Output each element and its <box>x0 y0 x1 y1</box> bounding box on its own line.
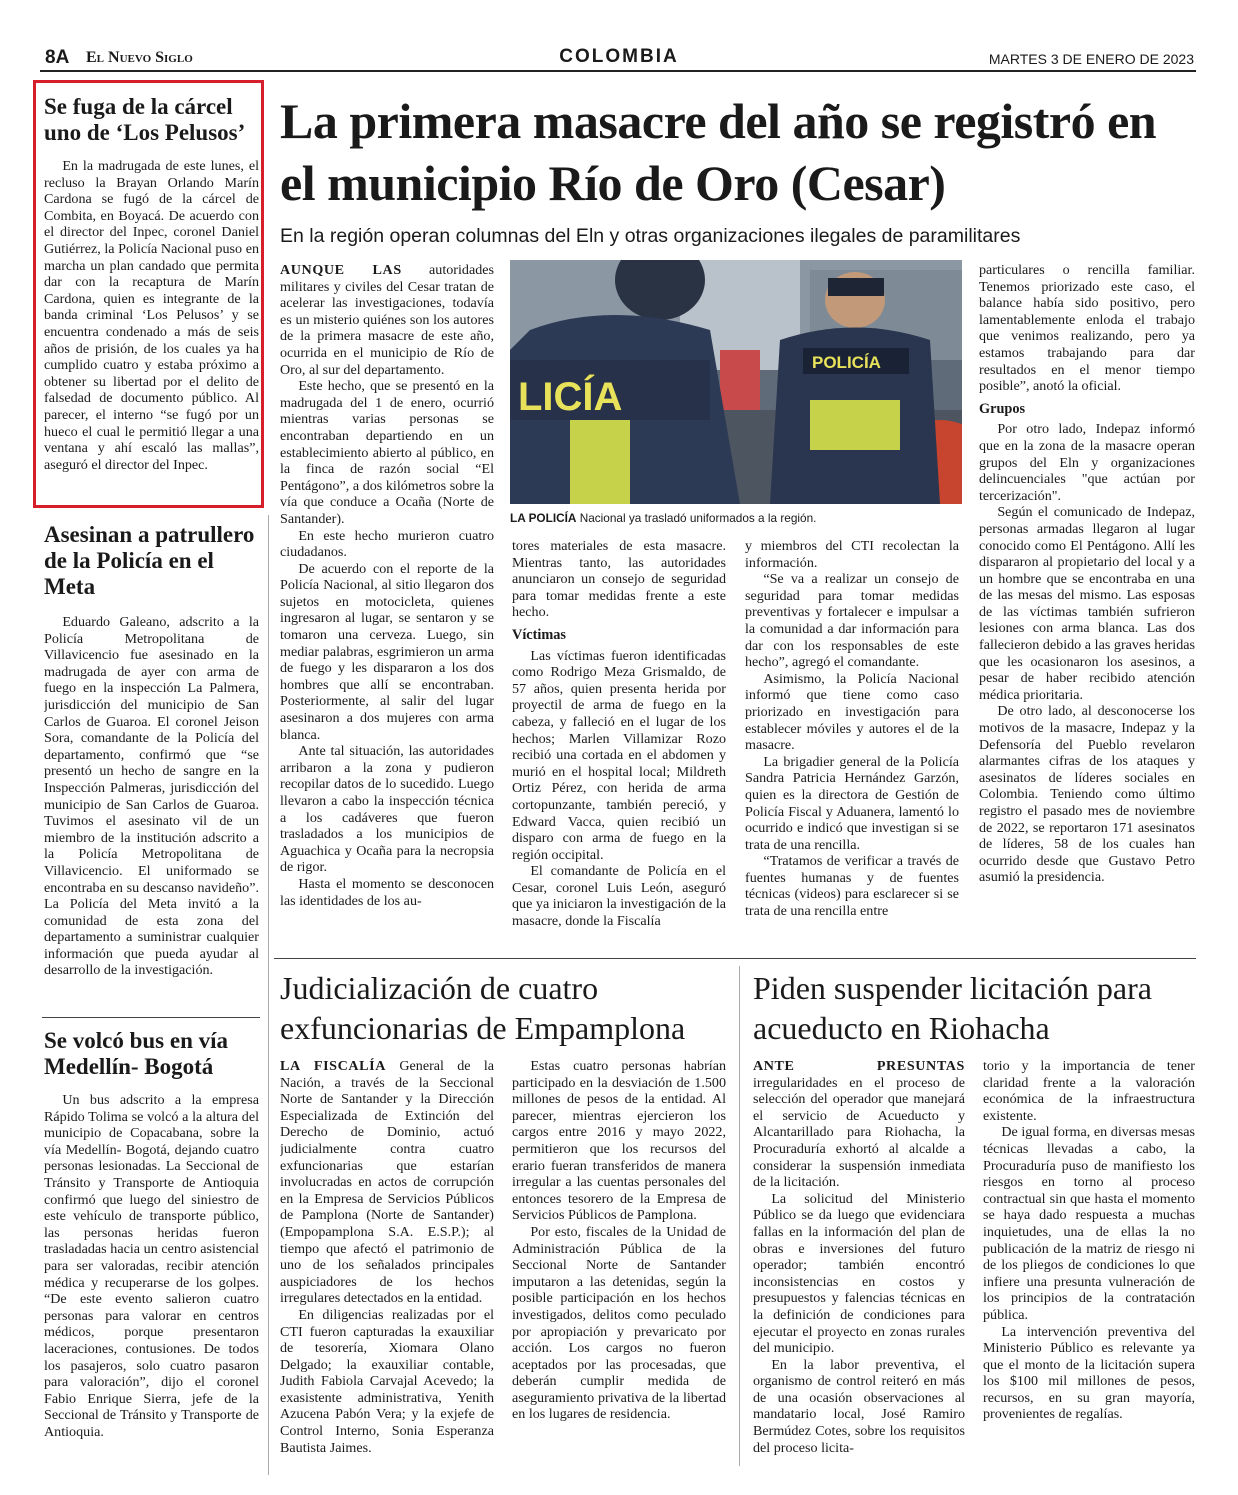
paragraph: De igual forma, en diversas mesas técnicas llevadas a cabo, la Procuraduría puso de manifiesto los riesgos en torno al proceso contractual sin que hasta el momento se haya dado respuesta a muchas inquietudes, una de ellas la no publicación de la matriz de riesgo ni de los pliegos de condiciones lo que infiere una presunta vulneración de los principios de la contratación pública. <box>983 1124 1195 1323</box>
paragraph: y miembros del CTI recolectan la información. <box>745 538 959 571</box>
main-headline: La primera masacre del año se registró en el municipio Río de Oro (Cesar) <box>280 93 1157 211</box>
subheading-groups: Grupos <box>979 400 1026 417</box>
lede-words: AUNQUE LAS <box>280 262 402 278</box>
riohacha-column-2 <box>983 1058 1195 1468</box>
paragraph: Asimismo, la Policía Nacional informó que tiene como caso priorizado en investigación para establecer móviles y autores el de la masacre. <box>745 670 959 754</box>
lede-text: irregularidades en el proceso de selección del operador que manejará el servicio de Acueducto y Alcantarillado para Riohacha, la Procuraduría exhortó al alcalde a considerar la suspensión inmediata de la licitación. <box>753 1074 965 1191</box>
lede-paragraph <box>280 1058 494 1307</box>
paragraph: La brigadier general de la Policía Sandra Patricia Hernández Garzón, quien es la directora de Gestión de Policía Fiscal y Aduanera, lamentó lo ocurrido e indicó que investigan si se trata de una rencilla. <box>745 753 959 853</box>
brief-title-prison-escape: Se fuga de la cárcel uno de ‘Los Pelusos’ <box>44 94 246 145</box>
brief-title-patrol-killed: Asesinan a patrullero de la Policía en el Meta <box>44 522 255 599</box>
empamplona-column-2 <box>512 1058 726 1468</box>
column-divider <box>268 515 269 1475</box>
paragraph: Ante tal situación, las autoridades arribaron a la zona y pudieron recopilar datos de lo sucedido. Luego llevaron a cabo la inspección técnica a los cadáveres que fueron trasladados a los municipios de Aguachica y Ocaña para la necropsia de rigor. <box>280 743 494 876</box>
empamplona-column-1 <box>280 1058 494 1468</box>
caption-lead: LA POLICÍA <box>510 511 577 525</box>
lede-text: General de la Nación, a través de la Seccional Norte de Santander y la Dirección Especializada de Extinción del Derecho de Dominio, actuó judicialmente contra cuatro exfuncionarias que estarían involucradas en actos de corrupción en la Empresa de Servicios Públicos de Pamplona (Norte de Santander) (Empopamplona S.A. E.S.P.); al tiempo que afectó el patrimonio de uno de los señalados principales auspiciadores de los hechos irregulares detectados en la entidad. <box>280 1058 494 1307</box>
paragraph: Hasta el momento se desconocen las identidades de los au- <box>280 875 494 909</box>
main-column-2 <box>512 538 726 948</box>
paragraph: torio y la importancia de tener claridad frente a la valoración económica de la infraestructura existente. <box>983 1058 1195 1124</box>
lede-words: LA FISCALÍA <box>280 1058 387 1074</box>
paragraph: Según el comunicado de Indepaz, personas armadas llegaron al lugar conocido como El Pentágono. Allí les dispararon al propietario del local y a un hombre que se encontraba en una de las mesas del mismo. Las esposas de las víctimas también sufrieron lesiones con arma blanca. Las dos fallecieron debido a las graves heridas que les ocasionaron los asesinos, a pesar de haber recibido atención médica prioritaria. <box>979 504 1195 703</box>
article-divider <box>274 958 1196 959</box>
header-rule <box>40 70 1196 72</box>
brief-body-patrol-killed <box>44 614 259 1009</box>
riohacha-column-1 <box>753 1058 965 1468</box>
paragraph: Por esto, fiscales de la Unidad de Administración Pública de la Seccional Norte de Santander imputaron a las detenidas, según la posible participación en los hechos investigados, delitos como peculado por apropiación y prevaricato por acción. Los cargos no fueron aceptados por las procesadas, que deberán cumplir medida de aseguramiento privativa de la libertad en los lugares de residencia. <box>512 1223 726 1423</box>
police-photo <box>510 260 962 504</box>
main-subheadline: En la región operan columnas del Eln y otras organizaciones ilegales de paramilitares <box>280 225 1021 247</box>
paragraph: “Tratamos de verificar a través de fuentes humanas y de fuentes técnicas (videos) para esclarecer si se trata de una rencilla entre <box>745 853 959 920</box>
headline-riohacha: Piden suspender licitación para acueducto en Riohacha <box>753 970 1152 1046</box>
paragraph: De acuerdo con el reporte de la Policía Nacional, al sitio llegaron dos sujetos en motocicleta, quienes ingresaron al lugar, se sentaron y se tomaron una cerveza. Luego, sin mediar palabras, esgrimieron un arma de fuego y les dispararon a los dos hombres que allí se encontraban. Posteriormente, al salir del lugar asesinaron a dos mujeres con arma blanca. <box>280 560 494 743</box>
paragraph: particulares o rencilla familiar. Tenemos priorizado este caso, el balance había sido positivo, pero lamentablemente enloda el trabajo que venimos realizando, pero ya estamos trabajando para dar resultados en el menor tiempo posible”, anotó la oficial. <box>979 262 1195 395</box>
paragraph: tores materiales de esta masacre. Mientras tanto, las autoridades anunciaron un consejo de seguridad para tomar medidas frente a este hecho. <box>512 538 726 621</box>
paragraph: Estas cuatro personas habrían participado en la desviación de 1.500 millones de pesos de la entidad. Al parecer, mientras ejercieron los cargos entre 2016 y mayo 2022, permitieron que los recursos del erario fueran transferidos de manera irregular a las cuentas personales del entonces tesorero de la Empresa de Servicios Públicos de Pamplona. <box>512 1058 726 1224</box>
paragraph: En diligencias realizadas por el CTI fueron capturadas la exauxiliar de tesorería, Xiomara Olano Delgado; la exauxiliar contable, Judith Fabiola Carvajal Acevedo; la exasistente administrativa, Yenith Azucena Pabón Vera; y la exjefe de Control Interno, Sonia Esperanza Bautista Jaimes. <box>280 1306 494 1456</box>
main-column-3 <box>745 538 959 948</box>
subheading-victims: Víctimas <box>512 626 566 643</box>
brief-title-bus-crash: Se volcó bus en vía Medellín- Bogotá <box>44 1028 229 1079</box>
page-number: 8A <box>45 47 70 68</box>
paragraph: Por otro lado, Indepaz informó que en la zona de la masacre operan grupos del Eln y organizaciones delincuenciales "que actúan por tercerización". <box>979 421 1195 504</box>
paragraph: “Se va a realizar un consejo de seguridad para tomar medidas preventivas y fortalecer e impulsar a la comunidad a dar información para dar con los responsables de este hecho”, agregó el comandante. <box>745 571 959 671</box>
paragraph: La intervención preventiva del Ministerio Público es relevante ya que el monto de la licitación supera los $100 mil millones de pesos, recursos, en su gran mayoría, provenientes de regalías. <box>983 1323 1195 1423</box>
paragraph: Las víctimas fueron identificadas como Rodrigo Meza Grismaldo, de 57 años, quien presenta herida por proyectil de arma de fuego en la cabeza, y falleció en el lugar de los hechos; Marlen Villamizar Rozo recibió una cortada en el abdomen y murió en el hospital local; Mildreth Ortiz Pérez, con herida de arma cortopunzante, también pereció, y Edward Vacca, quien recibió un disparo con arma de fuego en la región occipital. <box>512 647 726 863</box>
brief-body-bus-crash <box>44 1092 259 1472</box>
brief-paragraph: Eduardo Galeano, adscrito a la Policía Metropolitana de Villavicencio fue asesinado en la madrugada de ayer con arma de fuego en la inspección La Palmera, jurisdicción del municipio de San Carlos de Guaroa. El coronel Jeison Sora, comandante de la Policía del departamento, confirmó que “se presentó un hecho de sangre en la Inspección Palmeras, jurisdicción del municipio de San Carlos de Guaroa. Tuvimos el asesinato vil de un miembro de la institución adscrito a la Policía Metropolitana de Villavicencio. El uniformado se encontraba en su descanso navideño”. La Policía del Meta invitó a la comunidad de esta zona del departamento a suministrar cualquier información que pueda ayudar al desarrollo de la investigación. <box>44 614 259 979</box>
paragraph: De otro lado, al desconocerse los motivos de la masacre, Indepaz y la Defensoría del Pueblo revelaron alarmantes cifras de los ataques y asesinatos de líderes sociales en Colombia. Teniendo como último registro el pasado mes de noviembre de 2022, se reportaron 171 asesinatos de líderes, 58 de los cuales han ocurrido desde que Gustavo Petro asumió la presidencia. <box>979 703 1195 886</box>
paragraph: En la labor preventiva, el organismo de control reiteró en más de una ocasión observaciones al mandatario local, José Ramiro Bermúdez Cotes, sobre los requisitos del proceso licita- <box>753 1356 965 1456</box>
caption-text: Nacional ya trasladó uniformados a la región. <box>576 511 817 525</box>
vest-label-right: POLICÍA <box>812 353 881 372</box>
column-divider <box>739 966 740 1466</box>
paragraph: La solicitud del Ministerio Público se da luego que evidenciara fallas en la información del plan de obras e inversiones del futuro operador; también encontró inconsistencias en costos y presupuestos y falencias técnicas en la definición de condiciones para ejecutar el proyecto en zonas rurales del municipio. <box>753 1190 965 1357</box>
brief-body-prison-escape <box>44 158 259 503</box>
paragraph: En este hecho murieron cuatro ciudadanos. <box>280 527 494 561</box>
main-column-4 <box>979 262 1195 948</box>
newspaper-name: El Nuevo Siglo <box>86 49 193 66</box>
vest-label-left: LICÍA <box>518 375 623 419</box>
brief-paragraph: En la madrugada de este lunes, el recluso la Brayan Orlando Marín Cardona se fugó de la cárcel de Combita, en Boyacá. De acuerdo con el director del Inpec, coronel Daniel Gutiérrez, la Policía Nacional puso en marcha un plan candado que permita dar con la recaptura de Marín Cardona, quien es integrante de la banda criminal ‘Los Pelusos’ y se encuentra condenado a más de seis años de prisión, de los cuales ya ha cumplido cuatro y estaba próximo a obtener su libertad por el delito de falsedad de documento público. Al parecer, el interno “se fugó por un hueco el cual le permitió llegar a una ventana y ahí escaló las mallas”, aseguró el director del Inpec. <box>44 158 259 473</box>
paragraph: El comandante de Policía en el Cesar, coronel Luis León, aseguró que ya iniciaron la investigación de la masacre, donde la Fiscalía <box>512 863 726 930</box>
issue-date: MARTES 3 DE ENERO DE 2023 <box>988 51 1194 67</box>
main-column-1 <box>280 262 494 948</box>
lede-text: autoridades militares y civiles del Cesar tratan de acelerar las investigaciones, todavía es un misterio quiénes son los autores de la primera masacre de este año, ocurrida en el municipio de Río de Oro, al sur del departamento. <box>280 262 494 378</box>
photo-caption <box>510 511 962 525</box>
main-lede-paragraph <box>280 262 494 378</box>
brief-paragraph: Un bus adscrito a la empresa Rápido Tolima se volcó a la altura del municipio de Copacabana, sobre la vía Medellín- Bogotá, dejando cuatro personas lesionadas. La Seccional de Tránsito y Transporte de Antioquia confirmó que luego del siniestro de este vehículo de transporte público, las personas heridas fueron trasladadas hacia un centro asistencial para ser valoradas, recibir atención médica y recuperarse de los golpes. “De este evento salieron cuatro personas para valorar en centros médicos, porque presentaron laceraciones, contusiones. De todos los pasajeros, solo cuatro pasaron para valoración”, dijo el coronel Fabio Enrique Sierra, jefe de la Seccional de Tránsito y Transporte de Antioquia. <box>44 1092 259 1440</box>
section-title: COLOMBIA <box>559 46 679 67</box>
paragraph: Este hecho, que se presentó en la madrugada del 1 de enero, ocurrió mientras varias personas se encontraban departiendo en un establecimiento abierto al público, en la finca de razón social “El Pentágono”, a dos kilómetros sobre la vía que conduce a Ocaña (Norte de Santander). <box>280 378 494 527</box>
lede-words: ANTE PRESUNTAS <box>753 1058 965 1074</box>
lede-paragraph <box>753 1058 965 1191</box>
brief-divider <box>42 1017 260 1018</box>
headline-empamplona: Judicialización de cuatro exfuncionarias de Empamplona <box>280 970 686 1046</box>
